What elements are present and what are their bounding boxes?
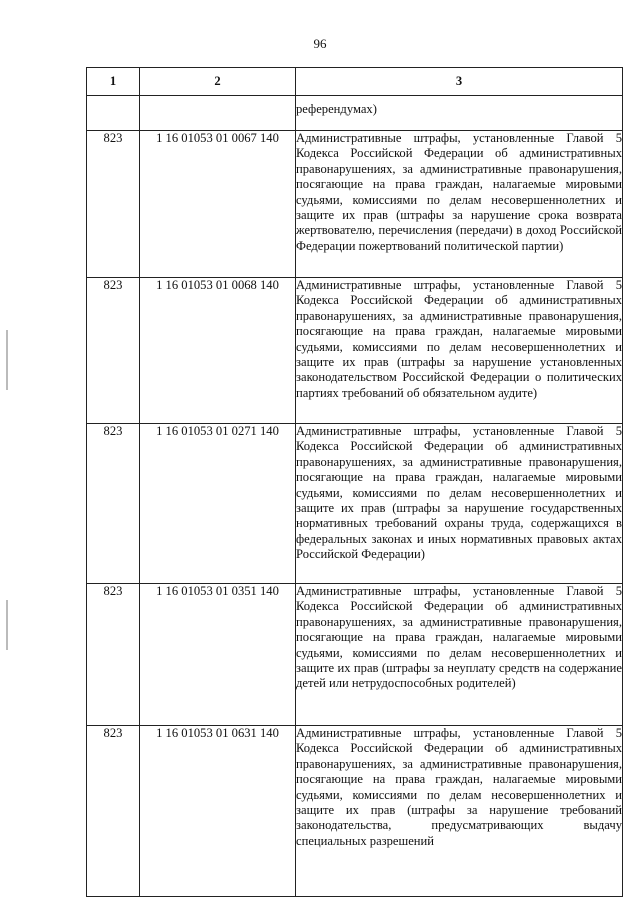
table-row [87, 278, 623, 424]
kbk-code-cell: 1 16 01053 01 0631 140 [140, 726, 296, 897]
page-number: 96 [313, 36, 327, 51]
scan-edge-mark [6, 600, 8, 650]
description-cell: Административные штрафы, установленные Главой 5 Кодекса Российской Федерации об административных правонарушениях, за административные правонарушения, посягающие на права граждан, налагаемые мировыми судьями, комиссиями по делам несовершеннолетних и защите их прав (штрафы за неуплату средств на содержание детей или нетрудоспособных родителей) [296, 584, 623, 726]
column-header-2: 2 [140, 68, 296, 96]
revenue-codes-table [86, 67, 623, 897]
column-header-1: 1 [87, 68, 140, 96]
table-row [87, 726, 623, 897]
admin-code-cell: 823 [87, 584, 140, 726]
kbk-code-cell: 1 16 01053 01 0271 140 [140, 424, 296, 584]
table-row [87, 424, 623, 584]
kbk-code-cell: 1 16 01053 01 0067 140 [140, 131, 296, 278]
column-header-3: 3 [296, 68, 623, 96]
table-row [87, 131, 623, 278]
scan-edge-mark [6, 330, 8, 390]
admin-code-cell [87, 96, 140, 131]
table-row-continuation [87, 96, 623, 131]
admin-code-cell: 823 [87, 424, 140, 584]
table-row [87, 584, 623, 726]
description-cell: Административные штрафы, установленные Главой 5 Кодекса Российской Федерации об административных правонарушениях, за административные правонарушения, посягающие на права граждан, налагаемые мировыми судьями, комиссиями по делам несовершеннолетних и защите их прав (штрафы за нарушение установленных законодательством Российской Федерации о политических партиях требований об обязательном аудите) [296, 278, 623, 424]
description-cell: Административные штрафы, установленные Главой 5 Кодекса Российской Федерации об административных правонарушениях, за административные правонарушения, посягающие на права граждан, налагаемые мировыми судьями, комиссиями по делам несовершеннолетних и защите их прав (штрафы за нарушение государственных нормативных требований охраны труда, содержащихся в федеральных законах и иных нормативных правовых актах Российской Федерации) [296, 424, 623, 584]
admin-code-cell: 823 [87, 278, 140, 424]
admin-code-cell: 823 [87, 131, 140, 278]
description-cell: Административные штрафы, установленные Главой 5 Кодекса Российской Федерации об административных правонарушениях, за административные правонарушения, посягающие на права граждан, налагаемые мировыми судьями, комиссиями по делам несовершеннолетних и защите их прав (штрафы за нарушение требований законодательства, предусматривающих выдачу специальных разрешений [296, 726, 623, 897]
kbk-code-cell: 1 16 01053 01 0068 140 [140, 278, 296, 424]
kbk-code-cell [140, 96, 296, 131]
admin-code-cell: 823 [87, 726, 140, 897]
description-cell: референдумах) [296, 96, 623, 131]
description-cell: Административные штрафы, установленные Главой 5 Кодекса Российской Федерации об административных правонарушениях, за административные правонарушения, посягающие на права граждан, налагаемые мировыми судьями, комиссиями по делам несовершеннолетних и защите их прав (штрафы за нарушение срока возврата жертвователю, перечисления (передачи) в доход Российской Федерации пожертвований политической партии) [296, 131, 623, 278]
kbk-code-cell: 1 16 01053 01 0351 140 [140, 584, 296, 726]
table-header-row [87, 68, 623, 96]
